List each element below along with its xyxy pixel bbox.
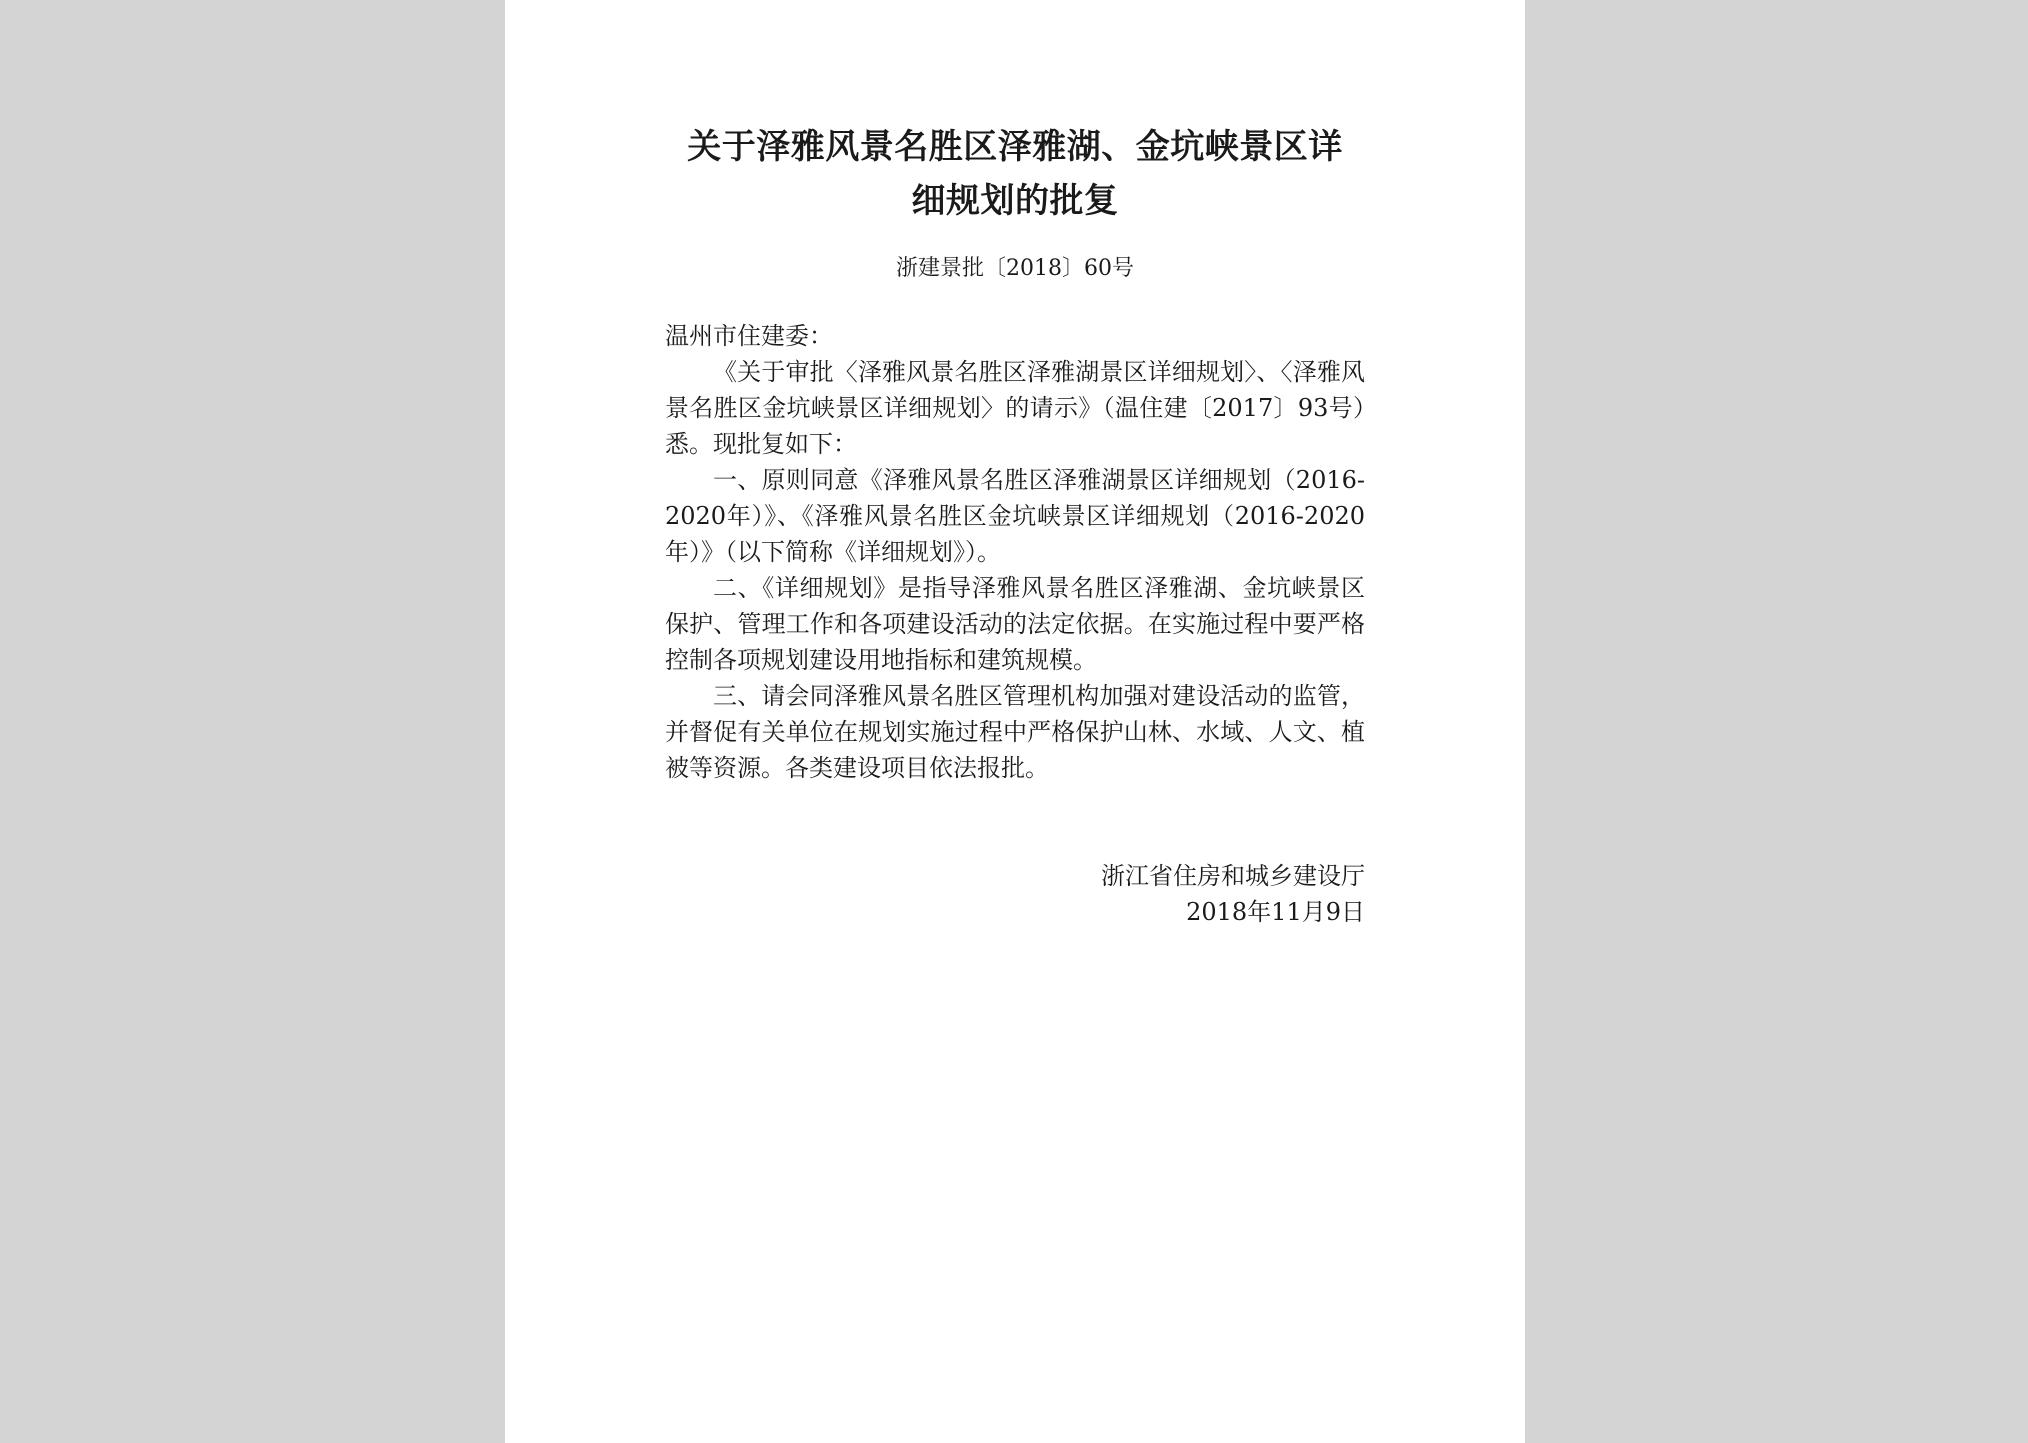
document-body <box>665 318 1365 786</box>
document-page <box>505 0 1525 1443</box>
paragraph-request: 《关于审批〈泽雅风景名胜区泽雅湖景区详细规划〉、〈泽雅风景名胜区金坑峡景区详细规划〉的请示》（温住建〔2017〕93号）悉。现批复如下： <box>665 358 1365 458</box>
paragraph-item-3: 三、请会同泽雅风景名胜区管理机构加强对建设活动的监管，并督促有关单位在规划实施过程中严格保护山林、水域、人文、植被等资源。各类建设项目依法报批。 <box>665 682 1365 782</box>
title-line-1: 关于泽雅风景名胜区泽雅湖、金坑峡景区详 <box>687 127 1343 167</box>
addressee: 温州市住建委： <box>665 322 833 350</box>
document-number: 浙建景批〔2018〕60号 <box>896 256 1134 281</box>
paragraph-item-1: 一、原则同意《泽雅风景名胜区泽雅湖景区详细规划（2016-2020年）》、《泽雅风景名胜区金坑峡景区详细规划（2016-2020年）》（以下简称《详细规划》）。 <box>665 466 1365 566</box>
document-content <box>665 120 1365 930</box>
issuer: 浙江省住房和城乡建设厅 <box>1101 862 1365 890</box>
signature-block <box>665 858 1365 930</box>
title-line-2: 细规划的批复 <box>911 181 1119 221</box>
document-title <box>665 120 1365 228</box>
issue-date: 2018年11月9日 <box>1186 898 1365 926</box>
paragraph-item-2: 二、《详细规划》是指导泽雅风景名胜区泽雅湖、金坑峡景区保护、管理工作和各项建设活动的法定依据。在实施过程中要严格控制各项规划建设用地指标和建筑规模。 <box>665 574 1365 674</box>
